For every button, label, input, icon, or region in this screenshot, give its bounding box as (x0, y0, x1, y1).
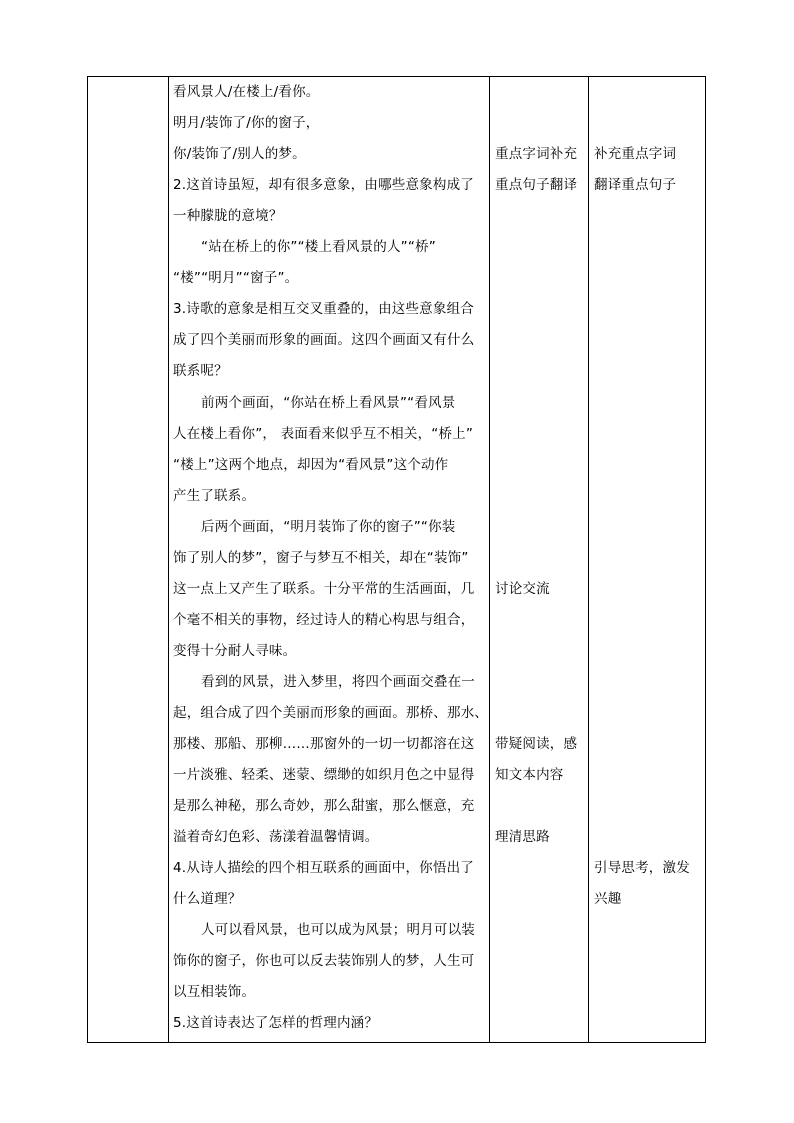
content-line: 以互相装饰。 (173, 984, 256, 1000)
student-note: 带疑阅读，感 (495, 736, 578, 752)
content-line: “楼”“明月”“窗子”。 (173, 270, 299, 286)
content-line: 产生了联系。 (173, 488, 256, 504)
content-line: 5.这首诗表达了怎样的哲理内涵？ (173, 1015, 379, 1031)
content-line: 这一点上又产生了联系。十分平常的生活画面，几 (173, 581, 475, 597)
content-line: 个毫不相关的事物，经过诗人的精心构思与组合， (173, 612, 475, 628)
content-line: 后两个画面，“明月装饰了你的窗子”“你装 (201, 519, 456, 535)
content-line: 你/装饰了/别人的梦。 (173, 146, 306, 162)
content-line: 什么道理？ (173, 891, 242, 907)
content-line: 2.这首诗虽短，却有很多意象，由哪些意象构成了 (173, 177, 474, 193)
content-line: 3.诗歌的意象是相互交叉重叠的，由这些意象组合 (173, 301, 474, 317)
column-divider (588, 77, 589, 1042)
content-line: “楼上”这两个地点，却因为“看风景”这个动作 (173, 457, 449, 473)
content-line: 饰了别人的梦”，窗子与梦互不相关，却在“装饰” (173, 550, 469, 566)
content-line: 联系呢？ (173, 363, 228, 379)
content-line: 饰你的窗子，你也可以反去装饰别人的梦，人生可 (173, 953, 475, 969)
content-line: 变得十分耐人寻味。 (173, 643, 297, 659)
content-line: 前两个画面，“你站在桥上看风景”“看风景 (201, 395, 456, 411)
content-line: 人在楼上看你”， 表面看来似乎互不相关，“桥上” (173, 426, 474, 442)
student-note: 重点字词补充 (495, 146, 578, 162)
content-line: 溢着奇幻色彩、荡漾着温馨情调。 (173, 829, 379, 845)
content-line: 人可以看风景，也可以成为风景；明月可以装 (201, 922, 475, 938)
content-line: 看风景人/在楼上/看你。 (173, 84, 320, 100)
content-line: 看到的风景，进入梦里，将四个画面交叠在一 (201, 674, 475, 690)
content-line: 一片淡雅、轻柔、迷蒙、缥缈的如织月色之中显得 (173, 767, 475, 783)
content-line: 那楼、那船、那柳……那窗外的一切一切都溶在这 (173, 736, 475, 752)
content-line: 成了四个美丽而形象的画面。这四个画面又有什么 (173, 332, 475, 348)
intent-note: 翻译重点句子 (594, 177, 677, 193)
column-divider (168, 77, 169, 1042)
content-line: 一种朦胧的意境？ (173, 208, 283, 224)
content-line: 起，组合成了四个美丽而形象的画面。那桥、那水、 (173, 705, 489, 721)
column-divider (489, 77, 490, 1042)
student-note: 讨论交流 (495, 581, 550, 597)
student-note: 理清思路 (495, 829, 550, 845)
intent-note: 补充重点字词 (594, 146, 677, 162)
student-note: 知文本内容 (495, 767, 564, 783)
content-line: “站在桥上的你”“楼上看风景的人”“桥” (201, 239, 436, 255)
student-note: 重点句子翻译 (495, 177, 578, 193)
content-line: 明月/装饰了/你的窗子， (173, 115, 320, 131)
content-line: 是那么神秘，那么奇妙，那么甜蜜，那么惬意，充 (173, 798, 475, 814)
intent-note: 引导思考，激发 (594, 860, 690, 876)
content-line: 4.从诗人描绘的四个相互联系的画面中，你悟出了 (173, 860, 474, 876)
intent-note: 兴趣 (594, 891, 622, 907)
